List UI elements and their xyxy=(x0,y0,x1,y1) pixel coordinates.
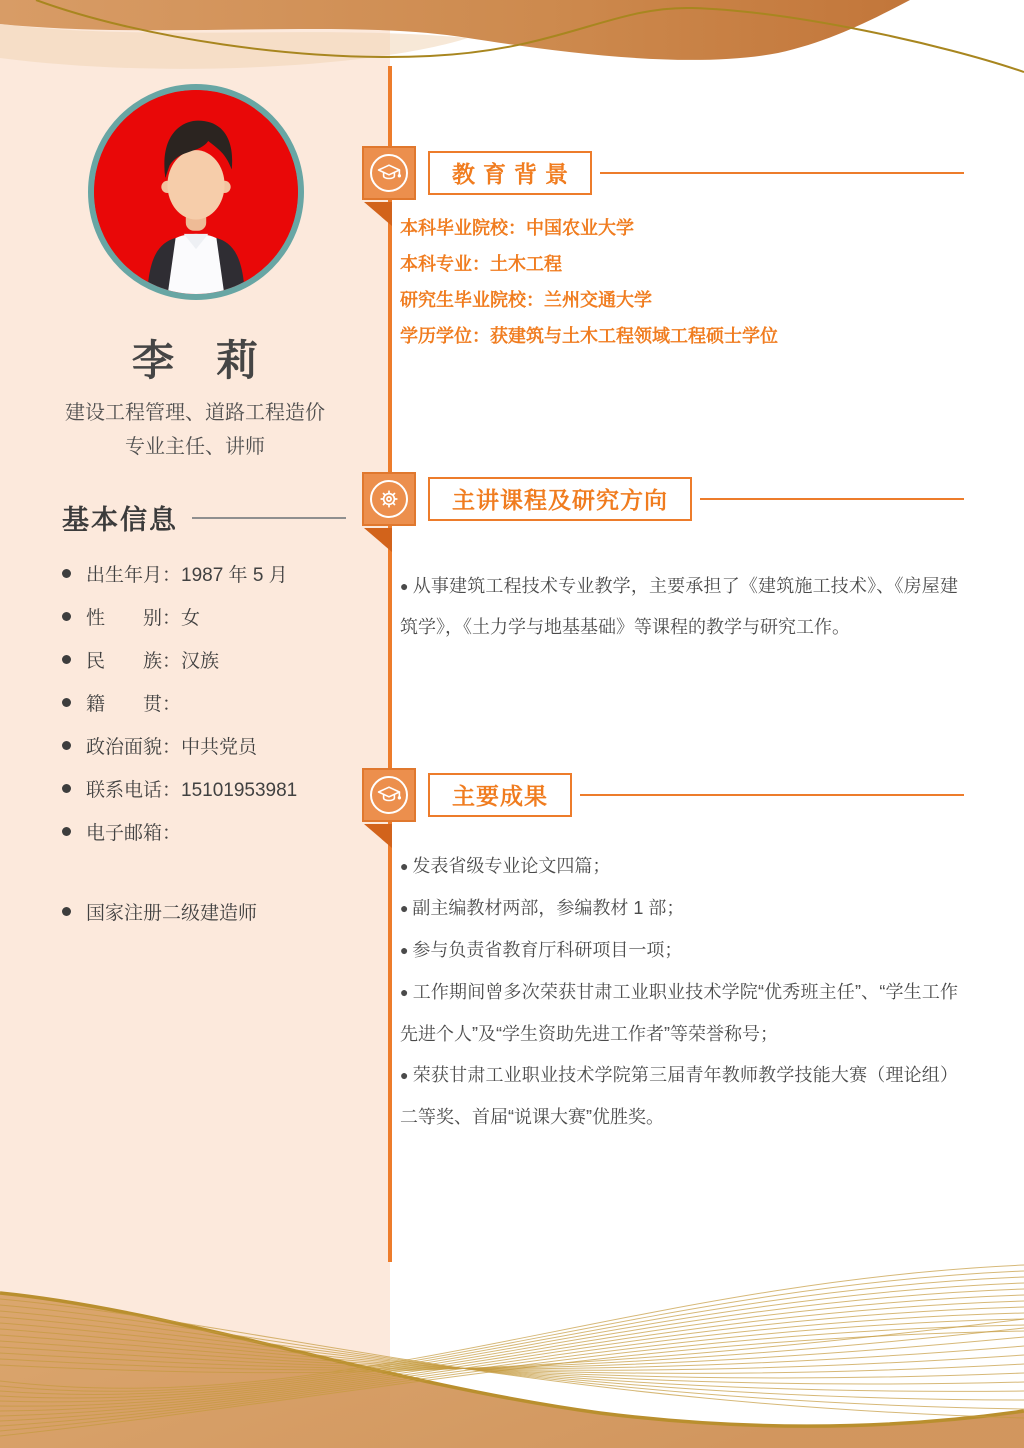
info-text: 民 族：汉族 xyxy=(86,651,220,672)
basic-info-item xyxy=(62,595,372,638)
achievement-bullet: ● 工作期间曾多次荣获甘肃工业职业技术学院“优秀班主任”、“学生工作先进个人”及“学生资助先进工作者”等荣誉称号； xyxy=(400,972,958,1055)
achievement-bullet: ● 副主编教材两部，参编教材 1 部； xyxy=(400,888,958,930)
section-rule xyxy=(580,794,964,796)
person-title-line2: 专业主任、讲师 xyxy=(125,436,265,458)
info-text: 籍 贯： xyxy=(86,694,182,715)
section-rule xyxy=(700,498,964,500)
bullet-dot xyxy=(62,698,71,707)
education-lines xyxy=(400,210,970,354)
section-icon-box xyxy=(362,472,416,526)
basic-info-heading-text: 基本信息 xyxy=(62,505,178,535)
bullet-dot xyxy=(62,655,71,664)
section-icon-box xyxy=(362,146,416,200)
ribbon-fold xyxy=(364,202,392,226)
info-text: 电子邮箱： xyxy=(86,823,182,844)
education-line: 本科专业：土木工程 xyxy=(400,254,562,274)
course-bullet: ● 从事建筑工程技术专业教学，主要承担了《建筑施工技术》、《房屋建筑学》，《土力学与地基基础》等课程的教学与研究工作。 xyxy=(400,566,958,647)
basic-info-item xyxy=(62,724,372,767)
vertical-divider xyxy=(388,66,392,1262)
section-title-achievements: 主要成果 xyxy=(428,773,572,817)
section-header-education xyxy=(362,146,964,200)
courses-body xyxy=(400,566,958,647)
basic-info-item xyxy=(62,552,372,595)
profile-photo xyxy=(88,84,304,300)
ribbon-fold xyxy=(364,528,392,552)
basic-info-heading xyxy=(62,498,346,537)
section-icon-box xyxy=(362,768,416,822)
info-text: 性 别：女 xyxy=(86,608,201,629)
bullet-dot xyxy=(62,612,71,621)
bullet-dot xyxy=(62,907,71,916)
basic-info-item xyxy=(62,681,372,724)
achievement-bullet: ● 发表省级专业论文四篇； xyxy=(400,846,958,888)
basic-info-item xyxy=(62,767,372,810)
info-text: 出生年月：1987 年 5 月 xyxy=(86,565,288,586)
education-line: 本科毕业院校：中国农业大学 xyxy=(400,218,634,238)
achievements-body xyxy=(400,846,958,1138)
basic-info-item xyxy=(62,890,372,933)
heading-rule xyxy=(192,517,346,519)
education-line: 研究生毕业院校：兰州交通大学 xyxy=(400,290,652,310)
bullet-dot xyxy=(62,569,71,578)
section-header-courses xyxy=(362,472,964,526)
section-rule xyxy=(600,172,964,174)
achievement-bullet: ● 荣获甘肃工业职业技术学院第三届青年教师教学技能大赛（理论组）二等奖、首届“说课大赛”优胜奖。 xyxy=(400,1055,958,1138)
info-text: 国家注册二级建造师 xyxy=(86,903,258,924)
bullet-dot xyxy=(62,741,71,750)
info-text: 联系电话：15101953981 xyxy=(86,780,298,801)
gear-icon xyxy=(370,480,408,518)
graduation-cap-icon xyxy=(370,154,408,192)
education-line: 学历学位：获建筑与土木工程领域工程硕士学位 xyxy=(400,326,778,346)
basic-info-item xyxy=(62,810,372,853)
graduation-cap-icon xyxy=(370,776,408,814)
basic-info-item xyxy=(62,638,372,681)
info-text: 政治面貌：中共党员 xyxy=(86,737,258,758)
basic-info-list xyxy=(62,552,372,933)
section-header-achievements xyxy=(362,768,964,822)
person-title-line1: 建设工程管理、道路工程造价 xyxy=(65,402,325,424)
bullet-dot xyxy=(62,784,71,793)
bullet-dot xyxy=(62,827,71,836)
achievement-bullet: ● 参与负责省教育厅科研项目一项； xyxy=(400,930,958,972)
person-name: 李 莉 xyxy=(131,337,258,384)
section-title-courses: 主讲课程及研究方向 xyxy=(428,477,692,521)
portrait-illustration xyxy=(94,90,298,294)
section-title-education: 教育背景 xyxy=(428,151,592,195)
ribbon-fold xyxy=(364,824,392,848)
